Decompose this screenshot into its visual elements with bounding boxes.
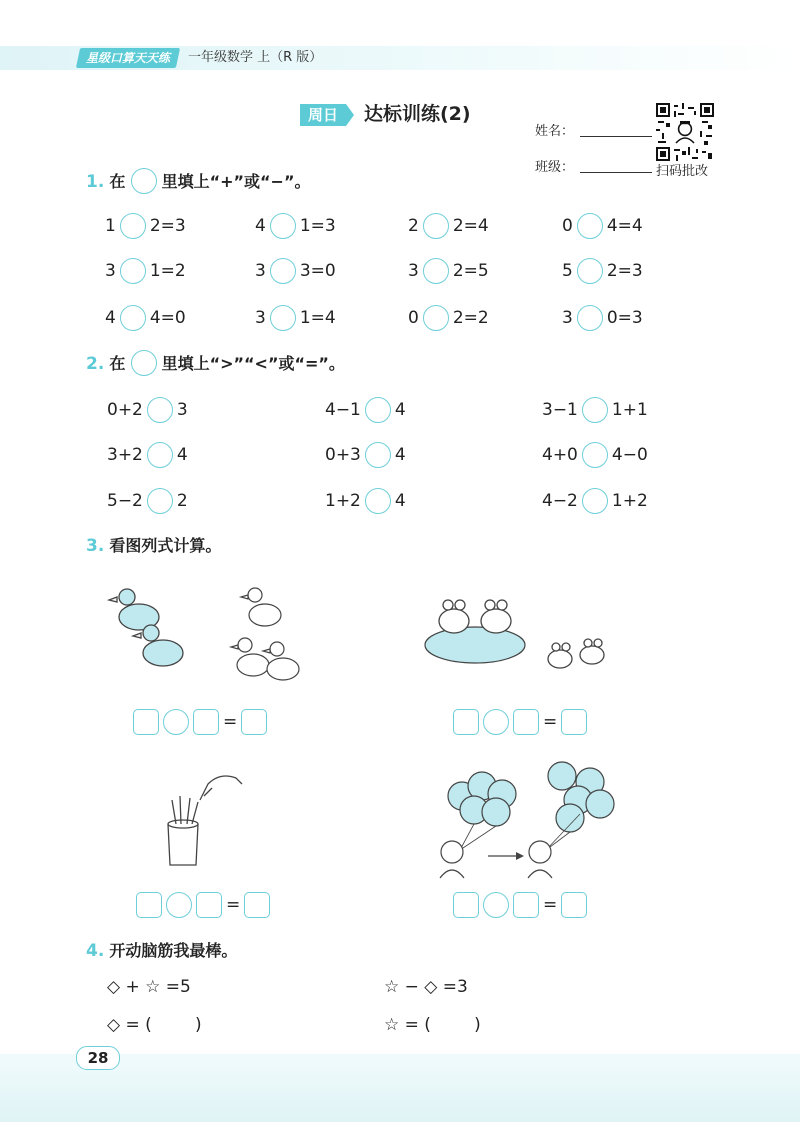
q1-sample-circle xyxy=(131,168,157,194)
footer-band xyxy=(0,1054,800,1122)
compare-circle[interactable] xyxy=(582,488,608,514)
operator-circle[interactable] xyxy=(166,892,192,918)
operator-circle[interactable] xyxy=(120,258,146,284)
operand: 3=0 xyxy=(299,261,336,281)
operand: 0 xyxy=(408,308,419,328)
ducks-picture xyxy=(105,575,305,695)
right-expression: 3 xyxy=(176,400,188,420)
class-field[interactable] xyxy=(580,172,652,173)
page-number: 28 xyxy=(76,1046,120,1070)
q2-sample-circle xyxy=(131,350,157,376)
operand: 3 xyxy=(562,308,573,328)
q4-text: 开动脑筋我最棒。 xyxy=(109,941,238,960)
operand: 1=4 xyxy=(299,308,336,328)
q2-comparison xyxy=(325,396,406,424)
day-badge: 周日 xyxy=(300,104,346,126)
answer-box[interactable] xyxy=(513,892,539,918)
q4-instruction xyxy=(86,938,237,961)
operand: 2 xyxy=(408,216,419,236)
operator-circle[interactable] xyxy=(120,213,146,239)
operand: 3 xyxy=(408,261,419,281)
compare-circle[interactable] xyxy=(365,442,391,468)
left-expression: 0+3 xyxy=(325,445,361,465)
left-expression: 5−2 xyxy=(107,491,143,511)
class-label: 班级： xyxy=(535,160,575,175)
operand: 4 xyxy=(105,308,116,328)
day-badge-arrow xyxy=(346,104,354,126)
operator-circle[interactable] xyxy=(270,213,296,239)
operator-circle[interactable] xyxy=(483,709,509,735)
operand: 1 xyxy=(105,216,116,236)
equals-sign: = xyxy=(543,895,558,915)
answer-box[interactable] xyxy=(133,709,159,735)
q3-answer-row-3 xyxy=(136,892,274,918)
q2-comparison xyxy=(542,441,648,469)
q1-equation xyxy=(408,257,489,285)
operator-circle[interactable] xyxy=(163,709,189,735)
compare-circle[interactable] xyxy=(147,488,173,514)
answer-box[interactable] xyxy=(561,709,587,735)
q2-pre: 在 xyxy=(109,354,126,373)
equals-sign: = xyxy=(543,712,558,732)
q3-number: 3. xyxy=(86,536,105,556)
compare-circle[interactable] xyxy=(147,397,173,423)
q3-answer-row-1 xyxy=(133,709,271,735)
balloons-picture xyxy=(430,758,630,880)
operand: 2=2 xyxy=(452,308,489,328)
operand: 2=3 xyxy=(606,261,643,281)
operand: 4=0 xyxy=(149,308,186,328)
q1-pre: 在 xyxy=(109,172,126,191)
operand: 3 xyxy=(255,261,266,281)
operator-circle[interactable] xyxy=(577,213,603,239)
right-expression: 1+2 xyxy=(611,491,648,511)
compare-circle[interactable] xyxy=(365,397,391,423)
name-label: 姓名： xyxy=(535,124,575,139)
answer-box[interactable] xyxy=(193,709,219,735)
left-expression: 0+2 xyxy=(107,400,143,420)
qr-caption: 扫码批改 xyxy=(656,164,709,179)
operand: 5 xyxy=(562,261,573,281)
name-field[interactable] xyxy=(580,136,652,137)
q3-answer-row-4 xyxy=(453,892,591,918)
q2-comparison xyxy=(542,396,648,424)
q1-equation xyxy=(562,212,643,240)
right-expression: 1+1 xyxy=(611,400,648,420)
left-expression: 1+2 xyxy=(325,491,361,511)
operand: 3 xyxy=(105,261,116,281)
q1-equation xyxy=(255,257,336,285)
operator-circle[interactable] xyxy=(270,258,296,284)
q1-equation xyxy=(255,212,336,240)
operator-circle[interactable] xyxy=(423,213,449,239)
equals-sign: = xyxy=(226,895,241,915)
q1-equation xyxy=(105,212,186,240)
compare-circle[interactable] xyxy=(147,442,173,468)
q2-number: 2. xyxy=(86,354,105,374)
operator-circle[interactable] xyxy=(423,305,449,331)
q2-comparison xyxy=(542,487,648,515)
q2-comparison xyxy=(107,396,188,424)
q2-comparison xyxy=(107,441,188,469)
answer-box[interactable] xyxy=(196,892,222,918)
operand: 0 xyxy=(562,216,573,236)
q4-star-answer[interactable]: ☆ = ( ) xyxy=(384,1015,481,1035)
operator-circle[interactable] xyxy=(423,258,449,284)
left-expression: 3−1 xyxy=(542,400,578,420)
operand: 2=5 xyxy=(452,261,489,281)
answer-box[interactable] xyxy=(136,892,162,918)
q3-answer-row-2 xyxy=(453,709,591,735)
book-subtitle: 一年级数学 上（R 版） xyxy=(188,50,323,65)
right-expression: 4−0 xyxy=(611,445,648,465)
right-expression: 4 xyxy=(394,400,406,420)
series-tag: 星级口算天天练 xyxy=(76,48,180,68)
compare-circle[interactable] xyxy=(582,442,608,468)
answer-box[interactable] xyxy=(561,892,587,918)
left-expression: 4+0 xyxy=(542,445,578,465)
frogs-picture xyxy=(420,585,620,690)
answer-box[interactable] xyxy=(244,892,270,918)
q1-post: 里填上“+”或“−”。 xyxy=(161,172,311,191)
operator-circle[interactable] xyxy=(577,258,603,284)
answer-box[interactable] xyxy=(453,892,479,918)
operand: 0=3 xyxy=(606,308,643,328)
q1-equation xyxy=(562,257,643,285)
q2-instruction xyxy=(86,350,345,376)
operand: 1=3 xyxy=(299,216,336,236)
operator-circle[interactable] xyxy=(483,892,509,918)
operand: 2=4 xyxy=(452,216,489,236)
answer-box[interactable] xyxy=(513,709,539,735)
q1-number: 1. xyxy=(86,172,105,192)
answer-box[interactable] xyxy=(453,709,479,735)
q1-instruction xyxy=(86,168,310,194)
q1-equation xyxy=(562,304,643,332)
right-expression: 4 xyxy=(176,445,188,465)
q1-equation xyxy=(408,212,489,240)
compare-circle[interactable] xyxy=(365,488,391,514)
qr-code-icon[interactable] xyxy=(656,103,714,161)
q2-comparison xyxy=(325,487,406,515)
pencil-cup-picture xyxy=(150,770,250,870)
operand: 3 xyxy=(255,308,266,328)
q2-comparison xyxy=(325,441,406,469)
left-expression: 4−1 xyxy=(325,400,361,420)
equals-sign: = xyxy=(223,712,238,732)
q4-equation-1: ◇ + ☆ =5 xyxy=(107,977,191,997)
q1-equation xyxy=(255,304,336,332)
right-expression: 4 xyxy=(394,491,406,511)
q2-comparison xyxy=(107,487,188,515)
compare-circle[interactable] xyxy=(582,397,608,423)
left-expression: 4−2 xyxy=(542,491,578,511)
operator-circle[interactable] xyxy=(577,305,603,331)
q1-equation xyxy=(408,304,489,332)
q3-instruction xyxy=(86,533,221,556)
operator-circle[interactable] xyxy=(120,305,146,331)
q2-post: 里填上“>”“<”或“=”。 xyxy=(161,354,345,373)
operand: 4=4 xyxy=(606,216,643,236)
operator-circle[interactable] xyxy=(270,305,296,331)
q1-equation xyxy=(105,304,186,332)
answer-box[interactable] xyxy=(241,709,267,735)
q4-equation-2: ☆ − ◇ =3 xyxy=(384,977,468,997)
q4-number: 4. xyxy=(86,941,105,961)
q4-diamond-answer[interactable]: ◇ = ( ) xyxy=(107,1015,202,1035)
operand: 4 xyxy=(255,216,266,236)
operand: 1=2 xyxy=(149,261,186,281)
right-expression: 2 xyxy=(176,491,188,511)
left-expression: 3+2 xyxy=(107,445,143,465)
operand: 2=3 xyxy=(149,216,186,236)
q1-equation xyxy=(105,257,186,285)
page-title: 达标训练(2) xyxy=(364,103,471,125)
q3-text: 看图列式计算。 xyxy=(109,536,222,555)
right-expression: 4 xyxy=(394,445,406,465)
